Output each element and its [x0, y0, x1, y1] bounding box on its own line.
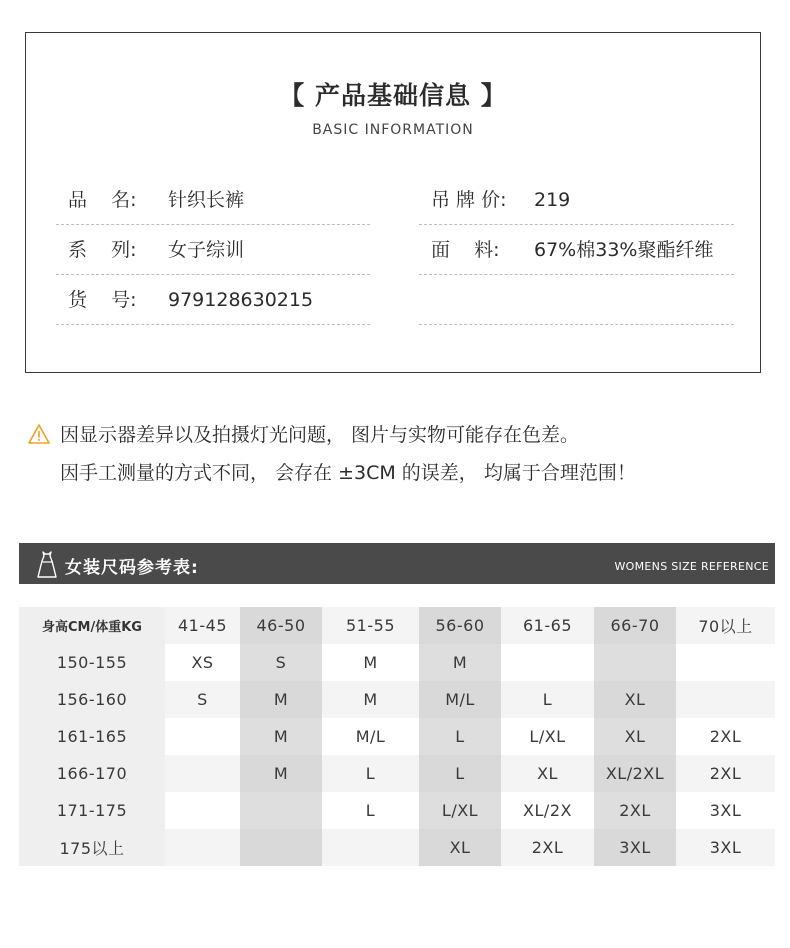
table-cell: XL	[594, 718, 676, 755]
table-cell: M	[419, 644, 501, 681]
table-cell: M	[240, 718, 322, 755]
info-row-item-number	[56, 276, 370, 325]
table-header-cell: 56-60	[419, 607, 501, 644]
size-chart-subtitle: WOMENS SIZE REFERENCE	[614, 560, 769, 573]
table-cell: M	[322, 644, 419, 681]
table-cell: L	[501, 681, 594, 718]
info-label: 系 列:	[68, 239, 137, 261]
table-cell: S	[240, 644, 322, 681]
table-cell: 166-170	[19, 755, 165, 792]
table-header-cell: 46-50	[240, 607, 322, 644]
table-cell	[676, 644, 775, 681]
size-chart-header	[19, 543, 775, 584]
table-cell: 3XL	[594, 829, 676, 866]
table-cell: XL/2XL	[594, 755, 676, 792]
dress-icon	[37, 551, 57, 578]
table-cell	[240, 829, 322, 866]
table-cell	[501, 644, 594, 681]
table-row	[19, 681, 775, 718]
table-cell: L	[419, 755, 501, 792]
size-chart-table	[19, 607, 775, 866]
table-cell: 3XL	[676, 829, 775, 866]
table-cell: L/XL	[501, 718, 594, 755]
table-cell: M	[240, 681, 322, 718]
table-cell: XL	[594, 681, 676, 718]
info-value: 67%棉33%聚酯纤维	[534, 239, 714, 261]
table-cell: L	[322, 792, 419, 829]
table-cell: M	[240, 755, 322, 792]
table-cell: L	[322, 755, 419, 792]
table-row	[19, 644, 775, 681]
info-value: 219	[534, 189, 571, 211]
table-header-cell: 51-55	[322, 607, 419, 644]
table-header-row	[19, 607, 775, 644]
table-header-cell: 70以上	[676, 607, 775, 644]
table-cell	[165, 718, 240, 755]
table-cell	[594, 644, 676, 681]
table-cell: 171-175	[19, 792, 165, 829]
table-cell: M/L	[322, 718, 419, 755]
table-cell	[165, 792, 240, 829]
table-cell: L/XL	[419, 792, 501, 829]
info-label: 吊 牌 价:	[431, 189, 507, 211]
table-cell: M/L	[419, 681, 501, 718]
table-cell: 156-160	[19, 681, 165, 718]
info-row-product-name	[56, 176, 370, 225]
info-subtitle: BASIC INFORMATION	[312, 122, 474, 138]
table-header-cell: 身高CM/体重KG	[19, 607, 165, 644]
info-row-empty	[419, 276, 734, 325]
table-cell	[165, 829, 240, 866]
table-row	[19, 718, 775, 755]
table-cell: 2XL	[594, 792, 676, 829]
info-row-fabric	[419, 226, 734, 275]
info-value: 针织长裤	[168, 189, 245, 211]
table-cell: 150-155	[19, 644, 165, 681]
table-cell: M	[322, 681, 419, 718]
table-cell: XL/2X	[501, 792, 594, 829]
table-cell	[322, 829, 419, 866]
table-cell: L	[419, 718, 501, 755]
table-cell	[165, 755, 240, 792]
table-header-cell: 61-65	[501, 607, 594, 644]
notice-line-2: 因手工测量的方式不同， 会存在 ±3CM 的误差， 均属于合理范围！	[60, 462, 636, 484]
info-title: 【 产品基础信息 】	[279, 81, 507, 110]
table-header-cell: 41-45	[165, 607, 240, 644]
table-cell: XS	[165, 644, 240, 681]
table-row	[19, 829, 775, 866]
basic-info-panel	[25, 32, 761, 373]
table-cell: XL	[419, 829, 501, 866]
table-cell: XL	[501, 755, 594, 792]
info-row-tag-price	[419, 176, 734, 225]
info-label: 货 号:	[68, 289, 137, 311]
table-row	[19, 792, 775, 829]
warning-triangle-icon	[28, 424, 50, 444]
table-cell: 2XL	[501, 829, 594, 866]
info-value: 女子综训	[168, 239, 245, 261]
table-cell: 161-165	[19, 718, 165, 755]
size-chart-title: 女装尺码参考表:	[65, 558, 199, 578]
table-cell: 2XL	[676, 755, 775, 792]
info-value: 979128630215	[168, 289, 314, 311]
info-row-series	[56, 226, 370, 275]
table-cell	[240, 792, 322, 829]
info-label: 面 料:	[431, 239, 500, 261]
table-cell: 175以上	[19, 829, 165, 866]
table-cell	[676, 681, 775, 718]
table-row	[19, 755, 775, 792]
info-label: 品 名:	[68, 189, 137, 211]
table-cell: 2XL	[676, 718, 775, 755]
notice-line-1: 因显示器差异以及拍摄灯光问题， 图片与实物可能存在色差。	[60, 424, 580, 446]
table-cell: S	[165, 681, 240, 718]
table-header-cell: 66-70	[594, 607, 676, 644]
table-cell: 3XL	[676, 792, 775, 829]
